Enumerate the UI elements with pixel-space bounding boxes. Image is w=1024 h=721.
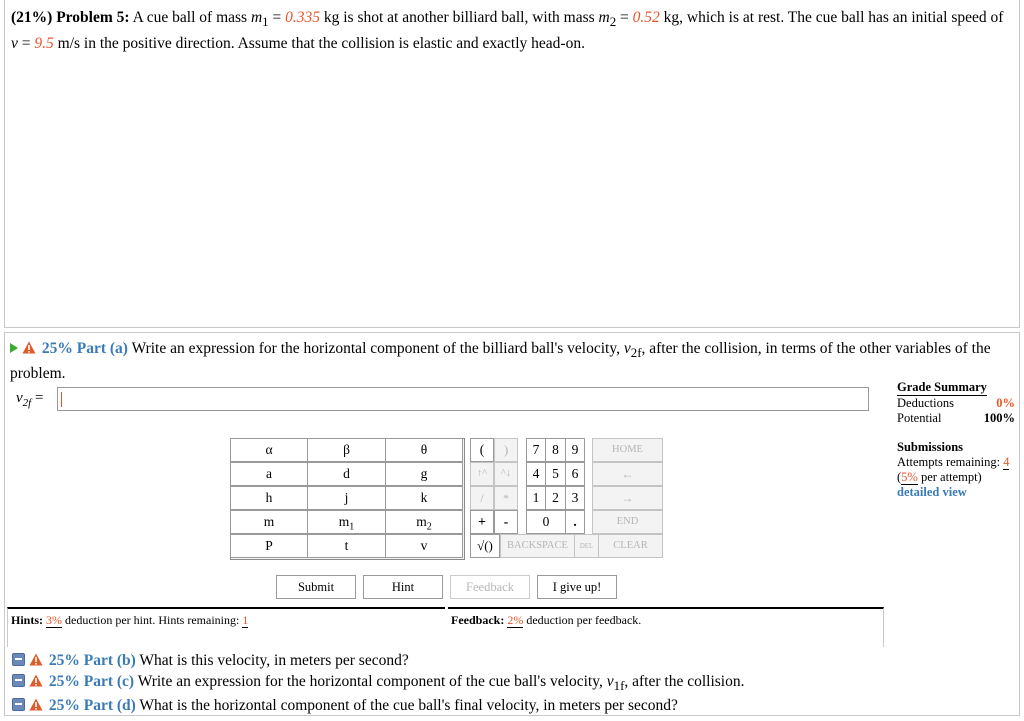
- key-k[interactable]: k: [385, 486, 463, 510]
- part-b-head[interactable]: 25% Part (b): [48, 652, 136, 669]
- play-icon[interactable]: [10, 343, 18, 353]
- warning-icon: [29, 674, 43, 687]
- collapse-icon[interactable]: [12, 698, 25, 711]
- key-t[interactable]: t: [307, 534, 386, 558]
- hint-deduction: 3%: [46, 613, 63, 627]
- key-alpha[interactable]: α: [230, 438, 308, 462]
- key-del[interactable]: DEL: [574, 534, 599, 558]
- key-end[interactable]: END: [592, 510, 663, 534]
- key-rparen[interactable]: ): [494, 438, 518, 462]
- hints-remaining: 1: [242, 613, 249, 627]
- potential-value: 100%: [983, 411, 1015, 425]
- submit-button[interactable]: Submit: [276, 575, 356, 599]
- key-m1[interactable]: $m_1$: [307, 510, 386, 534]
- part-a-question: 25% Part (a) Write an expression for the horizontal component of the billiard ball's velocity, $v_{2f}$, after the collision, in terms of the other variables of the problem.: [10, 340, 991, 383]
- key-1[interactable]: 1: [526, 486, 546, 510]
- warning-icon: [29, 653, 43, 666]
- detailed-view-link[interactable]: detailed view: [897, 485, 967, 499]
- part-b-row[interactable]: 25% Part (b) What is this velocity, in meters per second?: [12, 651, 744, 672]
- key-0[interactable]: 0: [526, 510, 566, 534]
- key-7[interactable]: 7: [526, 438, 546, 462]
- grade-summary-title: Grade Summary: [897, 380, 987, 394]
- key-slash[interactable]: /: [470, 486, 494, 510]
- v-value: 9.5: [34, 35, 54, 53]
- m1-value: 0.335: [285, 9, 320, 26]
- key-m2[interactable]: $m_2$: [385, 510, 463, 534]
- part-c-row[interactable]: 25% Part (c) Write an expression for the horizontal component of the cue ball's velocity, $v_{1f}$, after the collision.: [12, 672, 744, 697]
- key-h[interactable]: h: [230, 486, 308, 510]
- key-dot[interactable]: .: [565, 510, 585, 534]
- key-lparen[interactable]: (: [470, 438, 494, 462]
- problem-statement: (21%) Problem 5: A cue ball of mass $m_1 = 0.335$ kg is shot at another billiard ball, with mass $m_2 = 0.52$ kg, which is at rest. The cue ball has an initial speed of v = 9.5 m/s in the positive direction. Assume that the collision is elastic and exactly head-on.: [11, 9, 1004, 53]
- key-v[interactable]: v: [385, 534, 463, 558]
- key-4[interactable]: 4: [526, 462, 546, 486]
- feedback-bar: Feedback: 2% deduction per feedback.: [448, 607, 884, 647]
- part-d-head[interactable]: 25% Part (d): [48, 697, 136, 715]
- attempts-remaining: 4: [1003, 455, 1010, 469]
- submissions-title: Submissions: [897, 440, 964, 454]
- give-up-button[interactable]: I give up!: [537, 575, 617, 599]
- key-a[interactable]: a: [230, 462, 308, 486]
- problem-percent: (21%): [11, 9, 53, 26]
- key-2[interactable]: 2: [545, 486, 566, 510]
- warning-icon: [29, 698, 43, 711]
- key-5[interactable]: 5: [545, 462, 566, 486]
- key-d[interactable]: d: [307, 462, 386, 486]
- warning-icon: [22, 341, 36, 354]
- key-8[interactable]: 8: [545, 438, 566, 462]
- key-beta[interactable]: β: [307, 438, 386, 462]
- key-g[interactable]: g: [385, 462, 463, 486]
- other-parts: [12, 651, 744, 717]
- key-3[interactable]: 3: [565, 486, 585, 510]
- collapse-icon[interactable]: [12, 653, 25, 666]
- key-minus[interactable]: -: [494, 510, 518, 534]
- key-left[interactable]: ←: [592, 462, 663, 486]
- problem-label: Problem 5:: [56, 9, 130, 26]
- key-clear[interactable]: CLEAR: [598, 534, 663, 558]
- answer-label: $v_{2f}$ =: [16, 390, 44, 409]
- grade-summary: Grade Summary Deductions 0% Potential 100% Submissions Attempts remaining: 4 (5% per attempt) detailed view: [897, 380, 1015, 499]
- text-caret: [61, 392, 62, 407]
- hint-button[interactable]: Hint: [363, 575, 443, 599]
- key-P[interactable]: P: [230, 534, 308, 558]
- part-a-head[interactable]: 25% Part (a): [41, 340, 128, 357]
- key-plus[interactable]: +: [470, 510, 494, 534]
- key-up[interactable]: ↑^: [470, 462, 494, 486]
- deductions-value: 0%: [996, 396, 1015, 410]
- key-sqrt[interactable]: √(): [470, 534, 500, 558]
- key-right[interactable]: →: [592, 486, 663, 510]
- key-j[interactable]: j: [307, 486, 386, 510]
- key-m[interactable]: m: [230, 510, 308, 534]
- key-down[interactable]: ^↓: [494, 462, 518, 486]
- collapse-icon[interactable]: [12, 674, 25, 687]
- answer-input[interactable]: [57, 387, 869, 411]
- key-9[interactable]: 9: [565, 438, 585, 462]
- part-d-row[interactable]: 25% Part (d) What is the horizontal component of the cue ball's final velocity, in meters per second?: [12, 696, 744, 717]
- key-theta[interactable]: θ: [385, 438, 463, 462]
- feedback-deduction: 2%: [507, 613, 524, 627]
- key-home[interactable]: HOME: [592, 438, 663, 462]
- part-c-head[interactable]: 25% Part (c): [48, 672, 135, 690]
- key-backspace[interactable]: BACKSPACE: [500, 534, 575, 558]
- m2-value: 0.52: [632, 9, 660, 26]
- key-6[interactable]: 6: [565, 462, 585, 486]
- feedback-button[interactable]: Feedback: [450, 575, 530, 599]
- key-star[interactable]: *: [494, 486, 518, 510]
- hints-bar: Hints: 3% deduction per hint. Hints remaining: 1: [7, 607, 445, 647]
